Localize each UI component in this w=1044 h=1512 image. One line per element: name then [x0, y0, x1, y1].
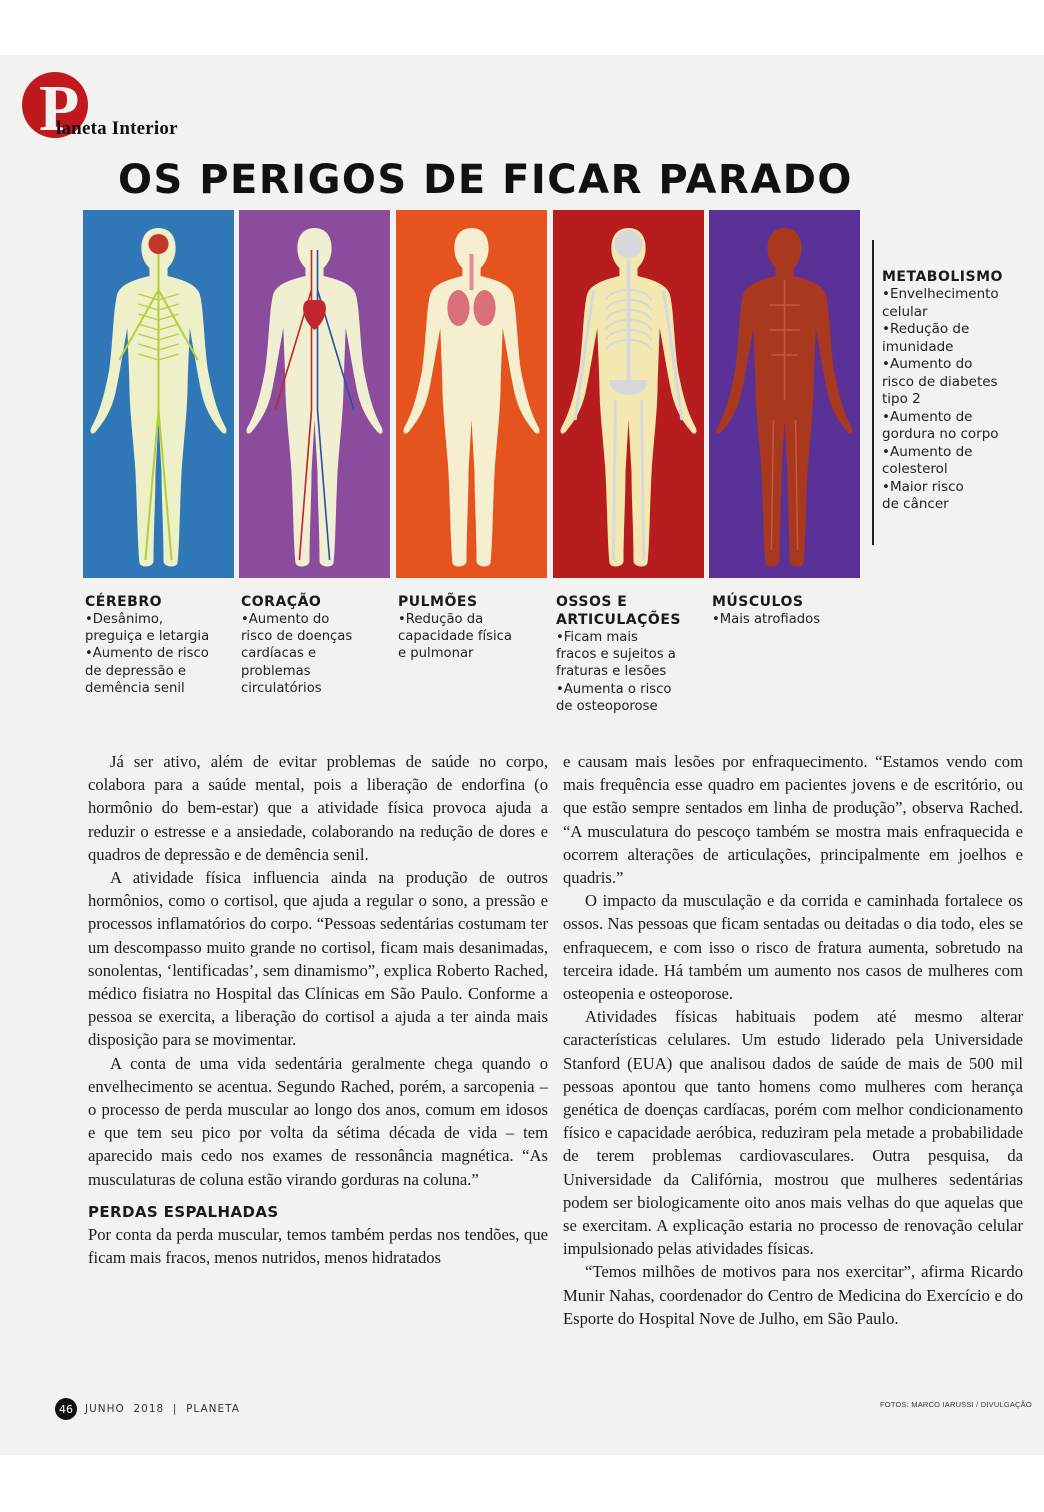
caption-coracao [241, 593, 401, 697]
list-line: fraturas e lesões [556, 664, 667, 680]
panel-coracao [239, 210, 390, 578]
paragraph: “Temos milhões de motivos para nos exercitar”, afirma Ricardo Munir Nahas, coordenador do Centro de Medicina do Exercício e do Esporte do Hospital Nove de Julho, em São Paulo. [563, 1262, 1023, 1328]
list-line: •Desânimo, [85, 612, 164, 627]
list-line: •Envelhecimento [882, 286, 999, 302]
list-line: •Aumento de risco [85, 646, 209, 662]
list-line: ARTICULAÇÕES [556, 612, 681, 628]
list-line: •Mais atrofiados [712, 612, 821, 627]
caption-body [85, 611, 245, 697]
list-line: fracos e sujeitos a [556, 647, 676, 663]
caption-pulmoes [398, 593, 558, 663]
caption-cerebro [85, 593, 245, 697]
list-line: e pulmonar [398, 646, 474, 662]
caption-title [556, 593, 716, 629]
section-name: laneta Interior [56, 118, 178, 139]
subheading: PERDAS ESPALHADAS [88, 1202, 279, 1221]
paragraph: Atividades físicas habituais podem até mesmo alterar características celulares. Um estudo liderado pela Universidade Stanford (EUA) que analisou dados de saúde de mais de 500 mil pessoas apontou que tanto homens como mulheres com herança genética de doenças cardíacas, porém com melhor condicionamento físico e capacidade aeróbica, reduziram pela metade a probabilidade de terem problemas cardiovasculares. Outra pesquisa, da Universidade da Califórnia, mostrou que mulheres sedentárias podem ser biologicamente oito anos mais velhas do que aquelas que se exercitam. A explicação estaria no processo de renovação celular impulsionado pelas atividades físicas. [563, 1007, 1023, 1259]
panel-cerebro [83, 210, 234, 578]
list-line: •Aumento do [241, 612, 330, 627]
metabolismo-box [872, 240, 1034, 545]
list-line: tipo 2 [882, 391, 921, 407]
list-line: demência senil [85, 680, 185, 696]
paragraph: A conta de uma vida sedentária geralmente chega quando o envelhecimento se acentua. Segundo Rached, porém, a sarcopenia – o processo de perda muscular ao longo dos anos, comum em idosos e que tem seu pico por volta da sétima década de vida – tem aparecido mais cedo nos exames de ressonância magnética. “As musculaturas de coluna estão virando gorduras na coluna.” [88, 1053, 548, 1189]
paragraph: A atividade física influencia ainda na produção de outros hormônios, como o cortisol, que ajuda a regular o sono, a pressão e processos inflamatórios do corpo. “Pessoas sedentárias costumam ter um descompasso muito grande no cortisol, ficam mais desanimadas, sonolentas, ‘lentificadas’, sem dinamismo”, explica Roberto Rached, médico fisiatra no Hospital das Clínicas em São Paulo. Conforme a pessoa se exercita, a liberação do cortisol a ajuda a ter ainda mais disposição para se movimentar. [88, 868, 548, 1050]
panel-musculos [709, 210, 860, 578]
list-line: •Aumenta o risco [556, 681, 672, 697]
caption-title: CÉREBRO [85, 594, 163, 610]
caption-title: CORAÇÃO [241, 594, 322, 610]
paragraph: Já ser ativo, além de evitar problemas de saúde no corpo, colabora para a saúde mental, pois a liberação de endorfina (o hormônio do bem-estar) que a atividade física provoca ajuda a reduzir o estresse e a ansiedade, colaborando na redução de dores e quadros de depressão e de demência senil. [88, 752, 548, 864]
caption-ossos [556, 593, 716, 715]
metabolismo-title: METABOLISMO [882, 269, 1003, 285]
list-line: •Redução de [882, 321, 970, 337]
list-line: celular [882, 303, 928, 320]
paragraph: e causam mais lesões por enfraquecimento. “Estamos vendo com mais frequência esse quadro em pacientes jovens e de escritório, ou que estão sempre sentados em linha de produção”, observa Rached. “A musculatura do pescoço também se mostra mais enfraquecida e ocorrem alterações de articulações, principalmente em joelhos e quadris.” [563, 752, 1023, 888]
caption-body [241, 611, 401, 697]
caption-body [556, 629, 716, 715]
paragraph: O impacto da musculação e da corrida e caminhada fortalece os ossos. Nas pessoas que ficam sentadas ou deitadas o dia todo, eles se enfraquecem, e com isso o risco de fratura aumenta, sobretudo na terceira idade. Há também um aumento nos casos de mulheres com osteopenia e osteoporose. [563, 891, 1023, 1004]
list-line: •Aumento de [882, 408, 973, 425]
list-line: •Ficam mais [556, 630, 638, 645]
list-line: problemas [241, 663, 311, 679]
issue-info: JUNHO 2018 | PLANETA [85, 1403, 240, 1415]
article-column-1 [88, 750, 548, 1269]
list-line: de câncer [882, 496, 949, 512]
list-line: de osteoporose [556, 698, 658, 714]
list-line: •Maior risco [882, 478, 964, 495]
list-line: capacidade física [398, 629, 512, 645]
list-line: cardíacas e [241, 646, 317, 662]
list-line: •Aumento do [882, 356, 973, 372]
logo-letter: P [39, 72, 80, 145]
folio [55, 1398, 240, 1420]
list-line: preguiça e letargia [85, 629, 210, 645]
list-line: colesterol [882, 461, 948, 477]
paragraph: Por conta da perda muscular, temos também perdas nos tendões, que ficam mais fracos, menos nutridos, menos hidratados [88, 1224, 548, 1268]
caption-body [398, 611, 558, 663]
list-line: de depressão e [85, 663, 186, 679]
panel-ossos [553, 210, 704, 578]
panel-pulmoes [396, 210, 547, 578]
page-number: 46 [55, 1398, 77, 1420]
article-column-2 [563, 750, 1023, 1330]
list-line: OSSOS E [556, 594, 628, 610]
metabolismo-list [882, 286, 1042, 514]
caption-body [712, 611, 872, 628]
list-line: •Aumento de [882, 443, 973, 460]
photo-credits: FOTOS: MARCO IARUSSI / DIVULGAÇÃO [880, 1400, 1032, 1409]
caption-musculos [712, 593, 872, 628]
caption-title: PULMÕES [398, 594, 478, 610]
list-line: risco de doenças [241, 629, 353, 645]
list-line: imunidade [882, 338, 954, 355]
list-line: •Redução da [398, 612, 484, 627]
list-line: gordura no corpo [882, 426, 999, 442]
page-title: OS PERIGOS DE FICAR PARADO [118, 157, 853, 203]
list-line: circulatórios [241, 680, 322, 696]
caption-title: MÚSCULOS [712, 594, 804, 610]
list-line: risco de diabetes [882, 373, 998, 390]
